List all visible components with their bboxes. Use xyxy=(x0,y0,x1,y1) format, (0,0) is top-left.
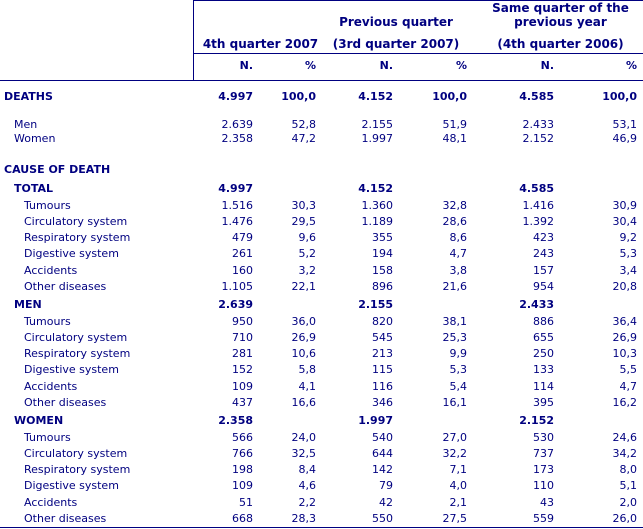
cause-row-value: 4,0 xyxy=(449,479,467,493)
cause-row-value: 51 xyxy=(239,495,253,509)
cause-row-value: 1.189 xyxy=(361,214,393,228)
cause-row-value: 4,6 xyxy=(298,479,316,493)
cause-row-value: 423 xyxy=(533,231,554,245)
cause-row-value: 2,2 xyxy=(298,495,316,509)
group-label: MEN xyxy=(14,298,42,311)
cause-row-value: 4,1 xyxy=(298,379,316,393)
cause-row-value: 32,2 xyxy=(442,446,467,460)
cause-row-value: 115 xyxy=(372,363,393,377)
cause-row-value: 737 xyxy=(533,446,554,460)
cause-row-value: 2,0 xyxy=(619,495,637,509)
cause-row-value: 896 xyxy=(372,280,393,293)
cause-row-value: 24,6 xyxy=(612,430,637,444)
cause-row-value: 479 xyxy=(232,231,253,245)
cause-row-value: 1.416 xyxy=(522,198,554,212)
cause-row-value: 3,4 xyxy=(619,263,637,277)
cause-row-value: 540 xyxy=(372,430,393,444)
cause-row-value: 36,4 xyxy=(612,314,637,328)
group-label: TOTAL xyxy=(14,182,54,195)
cause-row-value: 261 xyxy=(232,247,253,261)
cause-row-label: Respiratory system xyxy=(24,231,131,245)
cause-row-value: 4,7 xyxy=(619,379,637,393)
cause-row-value: 38,1 xyxy=(442,314,467,328)
cause-row-value: 133 xyxy=(533,363,554,377)
group-total: 4.152 xyxy=(358,182,393,195)
cause-row-value: 9,9 xyxy=(449,347,467,361)
group-label: WOMEN xyxy=(14,414,64,427)
unit-n-label: N. xyxy=(379,59,393,72)
cause-row-value: 710 xyxy=(232,330,253,344)
cause-row-value: 157 xyxy=(533,263,554,277)
header-current-period: 4th quarter 2007 xyxy=(202,37,319,51)
sex-row-value: 48,1 xyxy=(442,132,467,145)
cause-row-value: 194 xyxy=(372,247,393,261)
cause-row-value: 886 xyxy=(533,314,554,328)
deaths-value: 4.152 xyxy=(358,90,393,103)
cause-row-value: 160 xyxy=(232,263,253,277)
cause-row-value: 28,6 xyxy=(442,214,467,228)
cause-row-value: 29,5 xyxy=(291,214,316,228)
cause-row-value: 5,4 xyxy=(449,379,467,393)
group-total: 2.639 xyxy=(218,298,253,311)
cause-row-value: 30,3 xyxy=(291,198,316,212)
cause-row-value: 79 xyxy=(379,479,393,493)
cause-row-value: 36,0 xyxy=(291,314,316,328)
sex-row-value: 1.997 xyxy=(361,132,393,145)
deaths-value: 100,0 xyxy=(602,90,637,103)
cause-row-value: 3,2 xyxy=(298,263,316,277)
cause-row-value: 530 xyxy=(533,430,554,444)
cause-row-value: 545 xyxy=(372,330,393,344)
cause-row-value: 766 xyxy=(232,446,253,460)
cause-row-label: Tumours xyxy=(24,198,71,212)
cause-row-value: 9,6 xyxy=(298,231,316,245)
deaths-value: 4.585 xyxy=(519,90,554,103)
header-same-period: (4th quarter 2006) xyxy=(497,37,624,51)
cause-row-value: 20,8 xyxy=(612,280,637,293)
sex-row-value: 2.155 xyxy=(361,118,393,131)
cause-row-value: 213 xyxy=(372,347,393,361)
cause-row-value: 16,1 xyxy=(442,396,467,409)
cause-row-value: 42 xyxy=(379,495,393,509)
cause-row-value: 109 xyxy=(232,379,253,393)
unit-pct-label: % xyxy=(625,59,637,72)
cause-row-label: Tumours xyxy=(24,430,71,444)
cause-row-label: Digestive system xyxy=(24,247,119,261)
cause-row-value: 5,2 xyxy=(298,247,316,261)
cause-row-value: 10,6 xyxy=(291,347,316,361)
cause-row-value: 4,7 xyxy=(449,247,467,261)
deaths-value: 100,0 xyxy=(432,90,467,103)
cause-row-label: Circulatory system xyxy=(24,330,128,344)
header-same-title-1: Same quarter of the xyxy=(492,1,629,15)
header-subrule xyxy=(193,53,643,54)
cause-row-value: 25,3 xyxy=(442,330,467,344)
group-total: 1.997 xyxy=(358,414,393,427)
cause-row-label: Other diseases xyxy=(24,280,107,293)
deaths-value: 100,0 xyxy=(281,90,316,103)
unit-pct-label: % xyxy=(304,59,316,72)
cause-row-value: 1.516 xyxy=(221,198,253,212)
cause-row-value: 1.392 xyxy=(522,214,554,228)
sex-row-value: 2.358 xyxy=(221,132,253,145)
cause-row-value: 24,0 xyxy=(291,430,316,444)
cause-row-label: Tumours xyxy=(24,314,71,328)
sex-row-value: 47,2 xyxy=(291,132,316,145)
cause-row-value: 30,9 xyxy=(612,198,637,212)
header-same-title-2: previous year xyxy=(514,15,607,29)
group-total: 4.585 xyxy=(519,182,554,195)
group-total: 4.997 xyxy=(218,182,253,195)
cause-row-label: Circulatory system xyxy=(24,214,128,228)
cause-row-value: 43 xyxy=(540,495,554,509)
sex-row-value: 2.639 xyxy=(221,118,253,131)
sex-row-value: 51,9 xyxy=(442,118,467,131)
deaths-value: 4.997 xyxy=(218,90,253,103)
cause-row-value: 114 xyxy=(533,379,554,393)
cause-row-value: 950 xyxy=(232,314,253,328)
cause-row-value: 668 xyxy=(232,512,253,525)
cause-row-value: 142 xyxy=(372,463,393,477)
cause-row-value: 820 xyxy=(372,314,393,328)
cause-row-value: 281 xyxy=(232,347,253,361)
cause-row-value: 5,5 xyxy=(619,363,637,377)
sex-row-value: 2.433 xyxy=(522,118,554,131)
cause-row-value: 16,2 xyxy=(612,396,637,409)
sex-row-value: 53,1 xyxy=(612,118,637,131)
cause-row-value: 110 xyxy=(533,479,554,493)
cause-row-value: 34,2 xyxy=(612,446,637,460)
cause-row-label: Accidents xyxy=(24,379,78,393)
cause-row-value: 1.360 xyxy=(361,198,393,212)
header-bottom-rule xyxy=(0,80,643,81)
cause-row-value: 2,1 xyxy=(449,495,467,509)
cause-row-value: 116 xyxy=(372,379,393,393)
sex-row-value: 52,8 xyxy=(291,118,316,131)
cause-row-label: Circulatory system xyxy=(24,446,128,460)
cause-row-label: Other diseases xyxy=(24,396,107,409)
cause-row-value: 5,8 xyxy=(298,363,316,377)
cause-row-value: 22,1 xyxy=(291,280,316,293)
cause-row-value: 152 xyxy=(232,363,253,377)
cause-row-value: 437 xyxy=(232,396,253,409)
sex-row-value: 46,9 xyxy=(612,132,637,145)
cause-row-value: 559 xyxy=(533,512,554,525)
cause-row-value: 8,4 xyxy=(298,463,316,477)
cause-row-value: 32,5 xyxy=(291,446,316,460)
deaths-label: DEATHS xyxy=(4,90,53,103)
cause-row-label: Digestive system xyxy=(24,479,119,493)
cause-of-death-title: CAUSE OF DEATH xyxy=(4,163,111,176)
unit-pct-label: % xyxy=(455,59,467,72)
cause-row-value: 16,6 xyxy=(291,396,316,409)
cause-row-value: 27,0 xyxy=(442,430,467,444)
cause-row-value: 21,6 xyxy=(442,280,467,293)
cause-row-value: 655 xyxy=(533,330,554,344)
cause-row-value: 10,3 xyxy=(612,347,637,361)
cause-row-value: 243 xyxy=(533,247,554,261)
group-total: 2.155 xyxy=(358,298,393,311)
table-bottom-rule xyxy=(0,527,643,528)
cause-row-value: 8,6 xyxy=(449,231,467,245)
cause-row-value: 250 xyxy=(533,347,554,361)
cause-row-value: 9,2 xyxy=(619,231,637,245)
cause-row-label: Digestive system xyxy=(24,363,119,377)
group-total: 2.358 xyxy=(218,414,253,427)
cause-row-value: 5,3 xyxy=(619,247,637,261)
cause-row-value: 158 xyxy=(372,263,393,277)
cause-row-value: 954 xyxy=(533,280,554,293)
cause-row-value: 550 xyxy=(372,512,393,525)
group-total: 2.433 xyxy=(519,298,554,311)
cause-row-value: 30,4 xyxy=(612,214,637,228)
cause-row-label: Other diseases xyxy=(24,512,107,525)
cause-row-value: 109 xyxy=(232,479,253,493)
cause-row-value: 355 xyxy=(372,231,393,245)
sex-row-label: Women xyxy=(14,132,56,145)
cause-row-value: 7,1 xyxy=(449,463,467,477)
group-total: 2.152 xyxy=(519,414,554,427)
cause-row-value: 173 xyxy=(533,463,554,477)
cause-row-value: 32,8 xyxy=(442,198,467,212)
cause-row-label: Accidents xyxy=(24,495,78,509)
cause-row-value: 346 xyxy=(372,396,393,409)
cause-row-value: 27,5 xyxy=(442,512,467,525)
unit-n-label: N. xyxy=(540,59,554,72)
cause-row-label: Respiratory system xyxy=(24,463,131,477)
cause-row-value: 5,3 xyxy=(449,363,467,377)
cause-row-value: 1.476 xyxy=(221,214,253,228)
cause-row-value: 26,0 xyxy=(612,512,637,525)
cause-row-value: 566 xyxy=(232,430,253,444)
sex-row-value: 2.152 xyxy=(522,132,554,145)
cause-row-value: 395 xyxy=(533,396,554,409)
cause-row-value: 26,9 xyxy=(291,330,316,344)
cause-row-value: 3,8 xyxy=(449,263,467,277)
header-previous-period: (3rd quarter 2007) xyxy=(332,37,460,51)
sex-row-label: Men xyxy=(14,118,38,131)
cause-row-value: 8,0 xyxy=(619,463,637,477)
cause-row-label: Accidents xyxy=(24,263,78,277)
cause-row-value: 26,9 xyxy=(612,330,637,344)
cause-row-label: Respiratory system xyxy=(24,347,131,361)
cause-row-value: 28,3 xyxy=(291,512,316,525)
unit-n-label: N. xyxy=(239,59,253,72)
cause-row-value: 1.105 xyxy=(221,280,253,293)
cause-row-value: 198 xyxy=(232,463,253,477)
cause-row-value: 5,1 xyxy=(619,479,637,493)
header-previous-title: Previous quarter xyxy=(339,15,453,29)
cause-row-value: 644 xyxy=(372,446,393,460)
